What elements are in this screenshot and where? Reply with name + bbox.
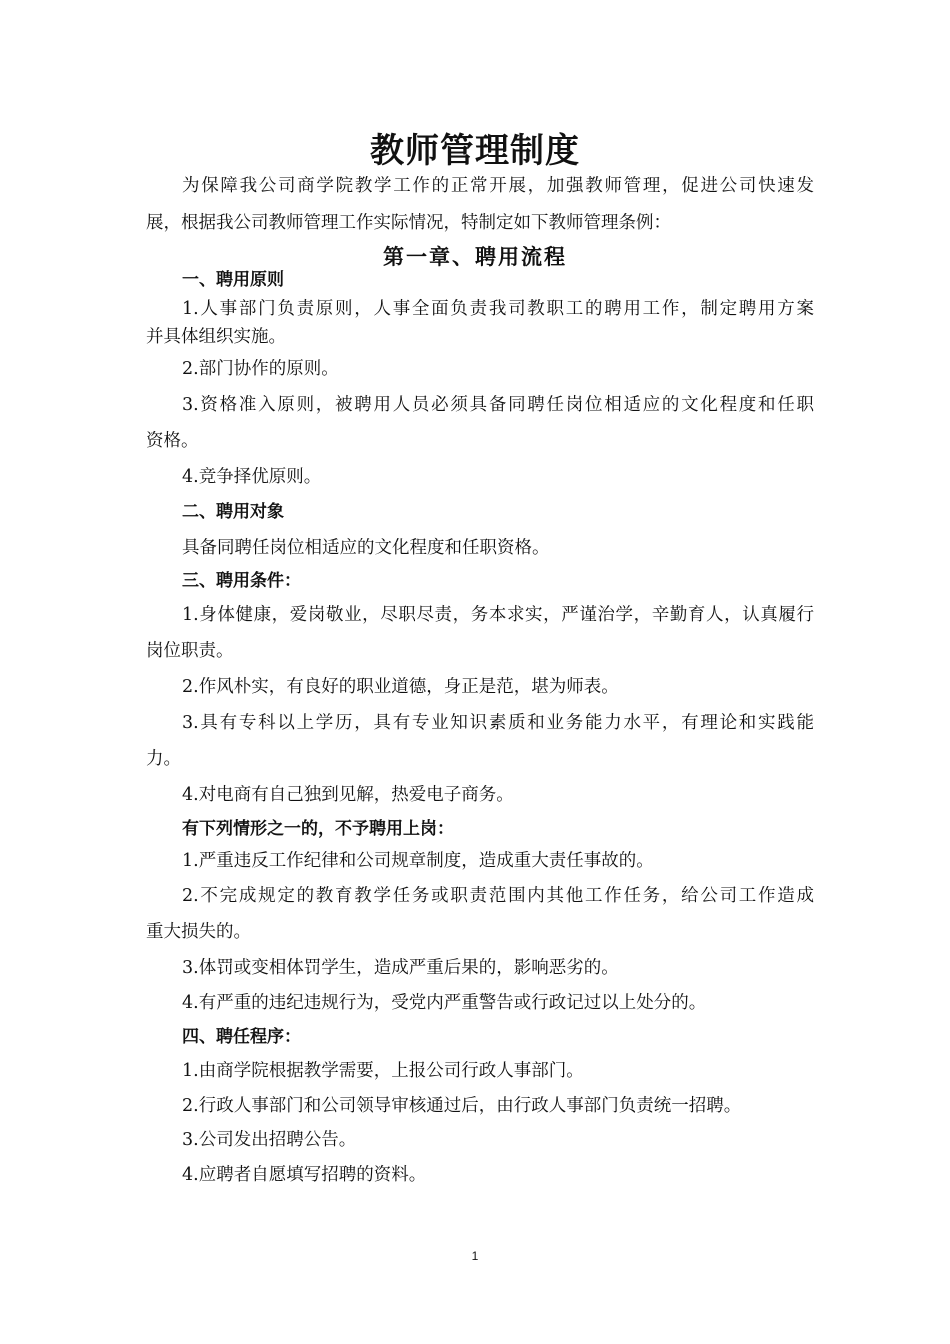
paragraph-line: 3.公司发出招聘公告。: [182, 1130, 357, 1150]
section-heading-4: 四、聘任程序：: [182, 1027, 301, 1047]
paragraph-line: 2.行政人事部门和公司领导审核通过后，由行政人事部门负责统一招聘。: [182, 1096, 742, 1116]
section-heading-1: 一、聘用原则: [182, 270, 284, 290]
document-title: 教师管理制度: [370, 131, 580, 171]
paragraph-line: 岗位职责。: [146, 641, 234, 661]
paragraph-line: 并具体组织实施。: [146, 327, 286, 347]
paragraph-line: 4.有严重的违纪违规行为，受党内严重警告或行政记过以上处分的。: [182, 993, 707, 1013]
intro-line-2: 展，根据我公司教师管理工作实际情况，特制定如下教师管理条例：: [146, 213, 671, 233]
paragraph-line: 1.人事部门负责原则，人事全面负责我司教职工的聘用工作，制定聘用方案: [182, 299, 814, 319]
paragraph-line: 3.资格准入原则，被聘用人员必须具备同聘任岗位相适应的文化程度和任职: [182, 395, 814, 415]
section-heading-3: 三、聘用条件：: [182, 571, 301, 591]
paragraph-line: 4.对电商有自己独到见解，热爱电子商务。: [182, 785, 514, 805]
exclusion-heading: 有下列情形之一的，不予聘用上岗：: [182, 819, 454, 839]
paragraph-line: 2.不完成规定的教育教学任务或职责范围内其他工作任务，给公司工作造成: [182, 886, 814, 906]
paragraph-line: 2.作风朴实，有良好的职业道德，身正是范，堪为师表。: [182, 677, 619, 697]
paragraph-line: 1.严重违反工作纪律和公司规章制度，造成重大责任事故的。: [182, 851, 654, 871]
chapter-heading: 第一章、聘用流程: [383, 244, 567, 269]
paragraph-line: 4.应聘者自愿填写招聘的资料。: [182, 1165, 427, 1185]
paragraph-line: 力。: [146, 749, 181, 769]
page-number: 1: [471, 1249, 479, 1263]
paragraph-line: 2.部门协作的原则。: [182, 359, 339, 379]
paragraph-line: 1.由商学院根据教学需要，上报公司行政人事部门。: [182, 1061, 584, 1081]
intro-line-1: 为保障我公司商学院教学工作的正常开展，加强教师管理，促进公司快速发: [182, 176, 814, 196]
paragraph-line: 重大损失的。: [146, 922, 251, 942]
paragraph-line: 资格。: [146, 431, 199, 451]
paragraph-line: 1.身体健康，爱岗敬业，尽职尽责，务本求实，严谨治学，辛勤育人，认真履行: [182, 605, 814, 625]
paragraph-line: 3.体罚或变相体罚学生，造成严重后果的，影响恶劣的。: [182, 958, 619, 978]
paragraph-line: 4.竞争择优原则。: [182, 467, 322, 487]
section-heading-2: 二、聘用对象: [182, 502, 284, 522]
paragraph-line: 3.具有专科以上学历，具有专业知识素质和业务能力水平，有理论和实践能: [182, 713, 814, 733]
paragraph-line: 具备同聘任岗位相适应的文化程度和任职资格。: [182, 538, 550, 558]
